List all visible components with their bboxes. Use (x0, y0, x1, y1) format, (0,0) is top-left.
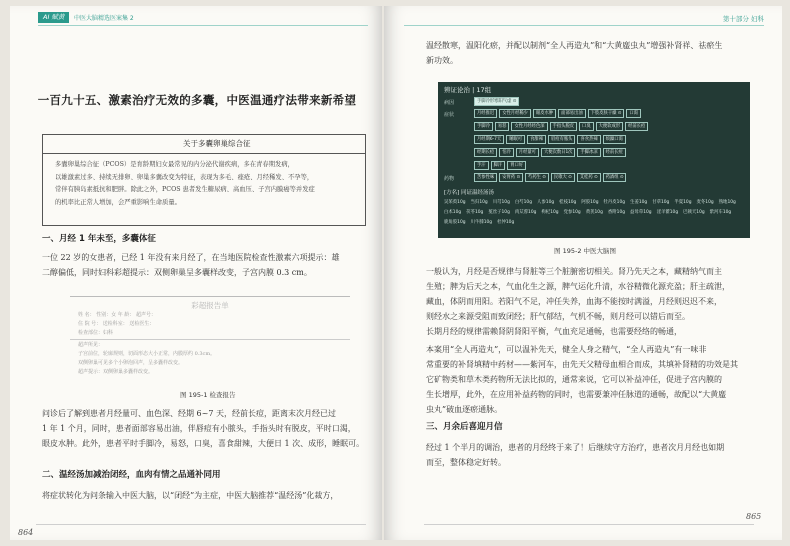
herb-item: 牡丹皮10g (603, 200, 626, 205)
herb-item: 甘草10g (652, 200, 670, 205)
symptom-chip: 月经量可 (516, 148, 539, 157)
part-header: 第十部分 妇科 (722, 15, 764, 23)
drug-chip: 民歌大 ⊙ (551, 173, 575, 182)
paragraph-2: 问诊后了解到患者月经量可、血色深、经期 6~7 天，经前长痘，距离末次月经已过 1 年 1 个月，同时，患者面部容易出油，伴唇痘有小脓头，手指头时有脱皮，平时口渴， 眼皮水肿。此外，患者平时手脚冷，易怒，口臭，喜食甜辣，大便日 1 次、成形，睡眠可。 (42, 409, 365, 448)
drug-chip: 安胃药 ⊙ (499, 173, 523, 182)
symptom-chip: 怕冷 (499, 148, 514, 157)
info-box-line: 的机率比正常人增加，会严重影响生命质量。 (55, 198, 181, 206)
herb-item: 党参10g (563, 210, 581, 215)
symptom-chip: 经期长痘 (474, 148, 497, 157)
herb-item: 茯苓10g (466, 210, 484, 215)
symptom-chip: 易怒 (495, 122, 510, 131)
symptom-chip: 口臭 (579, 122, 594, 131)
chip-row (474, 135, 746, 144)
symptom-chip: 女性月经稀少 (499, 109, 531, 118)
symptom-chip: 口渴 (626, 109, 641, 118)
symptom-chip: 喜食热辣 (577, 135, 600, 144)
herb-item: 益母草10g (630, 210, 652, 215)
herb-item: 熟地10g (718, 200, 736, 205)
symptom-chip: 手指头脱皮 (550, 122, 577, 131)
drug-chip: 艾桂药 ⊙ (577, 173, 601, 182)
symptom-chip: 食甜辣 (527, 135, 546, 144)
symptom-chip: 手脚冷形寒阳气虚 ⊙ (474, 97, 519, 106)
drug-chip: 苦参性味 (474, 173, 497, 182)
report-row: 双侧卵巢可见多个小卵泡回声，呈多囊样改变。 (78, 360, 184, 366)
herb-item: 淫羊藿10g (656, 210, 679, 215)
symptom-chip: 手脚冰凉 (577, 148, 600, 157)
series-title: 中医大脑精选医案集 2 (74, 15, 134, 22)
symptom-chip: 经前长痘 (603, 148, 626, 157)
symptom-chip: 月经推迟 (474, 109, 497, 118)
info-box (42, 134, 366, 226)
figure-caption-2: 图 195-2 中医大脑图 (554, 247, 617, 255)
paragraph-1: 一位 22 岁的女患者，已经 1 年没有来月经了，在当地医院检查性激素六项提示：雄 二醇偏低，同时妇科彩超提示：双侧卵巢呈多囊样改变，子宫内膜 0.3 cm。 (42, 253, 340, 277)
symptom-chip: 唇痘有脓头 (548, 135, 575, 144)
symptom-chip: 睡眠可 (506, 135, 525, 144)
footer-rule (36, 524, 366, 525)
prescription-title: [方名] 同证温经汤汤 (444, 190, 495, 196)
chip-row (474, 122, 746, 131)
herb-item: 肉苁蓉10g (514, 210, 537, 215)
screen-title: 辨证论治 | 17组 (444, 86, 492, 94)
herb-item: 当归10g (470, 200, 488, 205)
info-box-line: 以雄激素过多、持续无排卵、卵巢多囊改变为特征，表现为多毛、痤疮、月经稀发、不孕等， (55, 173, 314, 181)
herb-item: 川牛膝10g (470, 220, 493, 225)
paragraph-3: 将症状转化为问条输入中医大脑，以“闭经”为主症，中医大脑推荐“温经汤”化裁方， (42, 491, 339, 500)
herb-item: 枸杞10g (541, 210, 559, 215)
chip-row (474, 173, 746, 182)
symptom-chip: 女性月经经色深 (511, 122, 547, 131)
herb-list (444, 198, 746, 228)
ai-diagnosis-screenshot (438, 82, 750, 238)
report-title: 彩超报告单 (191, 301, 229, 310)
report-row: 子宫前位，轮廓规则，切面形态大小正常，内膜厚约 0.3cm。 (78, 351, 216, 357)
herb-item: 阿胶10g (581, 200, 599, 205)
row-label: 症状 (444, 112, 455, 118)
herb-item: 白术10g (444, 210, 462, 215)
symptom-chip: 经前长痘 (625, 122, 648, 131)
herb-item: 桂枝10g (559, 200, 577, 205)
herb-item: 生姜10g (630, 200, 648, 205)
drug-chip: 芍药生 ⊙ (525, 173, 549, 182)
herb-item: 吴茱萸10g (444, 200, 466, 205)
ultrasound-report (70, 296, 350, 383)
figure-caption-1: 图 195-1 检查报告 (180, 391, 236, 399)
section-heading-3: 三、月余后喜迎月信 (426, 422, 503, 432)
symptom-chip: 烦躁口渴 (603, 135, 626, 144)
header-rule (38, 25, 368, 26)
chip-row (474, 148, 746, 157)
case-title: 一百九十五、激素治疗无效的多囊，中医温通疗法带来新希望 (37, 93, 357, 107)
symptom-chip: 眼皮水肿 (533, 109, 556, 118)
herb-item: 白芍10g (514, 200, 533, 205)
report-divider (70, 339, 350, 340)
section-heading-1: 一、月经 1 年未至，多囊体征 (42, 234, 156, 244)
section-heading-2: 二、温经汤加减治闭经，血肉有情之品通补同用 (42, 470, 221, 480)
herb-item: 菟丝子10g (488, 210, 510, 215)
row-label: 药物 (444, 176, 455, 182)
drug-chip: 药酒组 ⊙ (603, 173, 627, 182)
herb-item: 杜仲10g (497, 220, 515, 225)
herb-item: 麦冬10g (696, 200, 714, 205)
symptom-chip: 下肢皮肤干燥 ⊙ (588, 109, 625, 118)
report-row: 超声所见： (78, 342, 104, 348)
herb-item: 川芎10g (492, 200, 510, 205)
row-label: 病因 (444, 100, 455, 106)
herb-item: 紫河车10g (709, 210, 732, 215)
herb-item: 半夏10g (674, 200, 692, 205)
right-page (384, 6, 782, 540)
symptom-chip: 手汗 (474, 161, 489, 170)
report-row: 超声提示：双侧卵巢多囊样改变。 (78, 369, 154, 375)
page-number: 864 (18, 528, 34, 537)
report-row: 检查部位：妇科 (78, 330, 114, 336)
book-badge: AI 赋黄 (38, 12, 69, 23)
page-number: 865 (746, 512, 762, 521)
footer-rule (424, 524, 754, 525)
paragraph-3: 经过 1 个半月的调治，患者的月经终于来了！后继续守方治疗，患者次月月经也如期 而至，整体稳定好转。 (426, 443, 725, 467)
info-box-line: 常伴有胰岛素抵抗和肥胖。除此之外，PCOS 患者发生糖尿病、高血压、子宫内膜癌等并发症 (55, 186, 315, 193)
paragraph-1: 一般认为，月经是否规律与肾脏等三个脏腑密切相关。肾乃先天之本，藏精纳气而主 生殖；脾为后天之本，气血化生之源，脾气运化升清，水谷精微化源充盈；肝主疏泄， 藏血，体阴而用阳。若阳气不足，冲任失养，血海不能按时满溢，月经则迟迟不来， 则经水之来源受阻而致闭经；肝气郁结，气机不畅，则月经可以错后而至。 长期月经的规律需赖肾阴肾阳平衡，气血充足通畅，也需要经络的畅通， (426, 267, 730, 336)
paragraph-0: 温经散寒，温阳化瘀，并配以制剂“全人再造丸”和“大黄䗪虫丸”增强补肾祥、祛瘀生 新功效。 (426, 41, 723, 65)
chip-row (474, 109, 746, 118)
header-rule (404, 25, 764, 26)
herb-item: 人参10g (537, 200, 555, 205)
chip-row (474, 161, 746, 170)
symptom-chip: 手脚冷 (474, 122, 493, 131)
report-row: 住 院 号： 送检科室： 送检医生： (78, 321, 155, 327)
info-box-line: 多囊卵巢综合征（PCOS）是育龄期妇女最常见的内分泌代谢疾病，多在青春期发病， (55, 161, 294, 168)
info-box-heading: 关于多囊卵巢综合征 (43, 135, 365, 154)
info-box-body (43, 154, 365, 214)
paragraph-2: 本案用“全人再造丸”，可以温补先天，健全人身之精气，“全人再造丸”有一味非 常重要的补肾填精中药材——紫河车，由先天父精母血相合而成，其填补肾精的功效是其 它矿物类和草木类药物所无法比拟的，通常来说，它可以补益冲任，促进子宫内膜的 生长增厚，此外，在应用补益药物的同时，也需要兼冲任脉道的通畅，故配以“大黄䗪 虫丸”破血逐瘀通脉。 (426, 345, 738, 414)
herb-item: 巴戟天10g (683, 210, 705, 215)
symptom-chip: 大便次数日1次 (541, 148, 576, 157)
report-row: 姓 名： 性别：女 年 龄： 超声号： (78, 312, 156, 318)
symptom-chip: 月经期6-7天 (474, 135, 504, 144)
herb-item: 黄芪10g (585, 210, 603, 215)
herb-item: 香附10g (607, 210, 626, 215)
symptom-chip: 胃口好 (507, 161, 526, 170)
herb-item: 鹿角胶10g (444, 220, 466, 225)
chip-row (474, 97, 746, 106)
left-page (10, 6, 382, 540)
symptom-chip: 脚汗 (491, 161, 506, 170)
symptom-chip: 面部易出油 (558, 109, 585, 118)
symptom-chip: 大便软成形 (596, 122, 623, 131)
